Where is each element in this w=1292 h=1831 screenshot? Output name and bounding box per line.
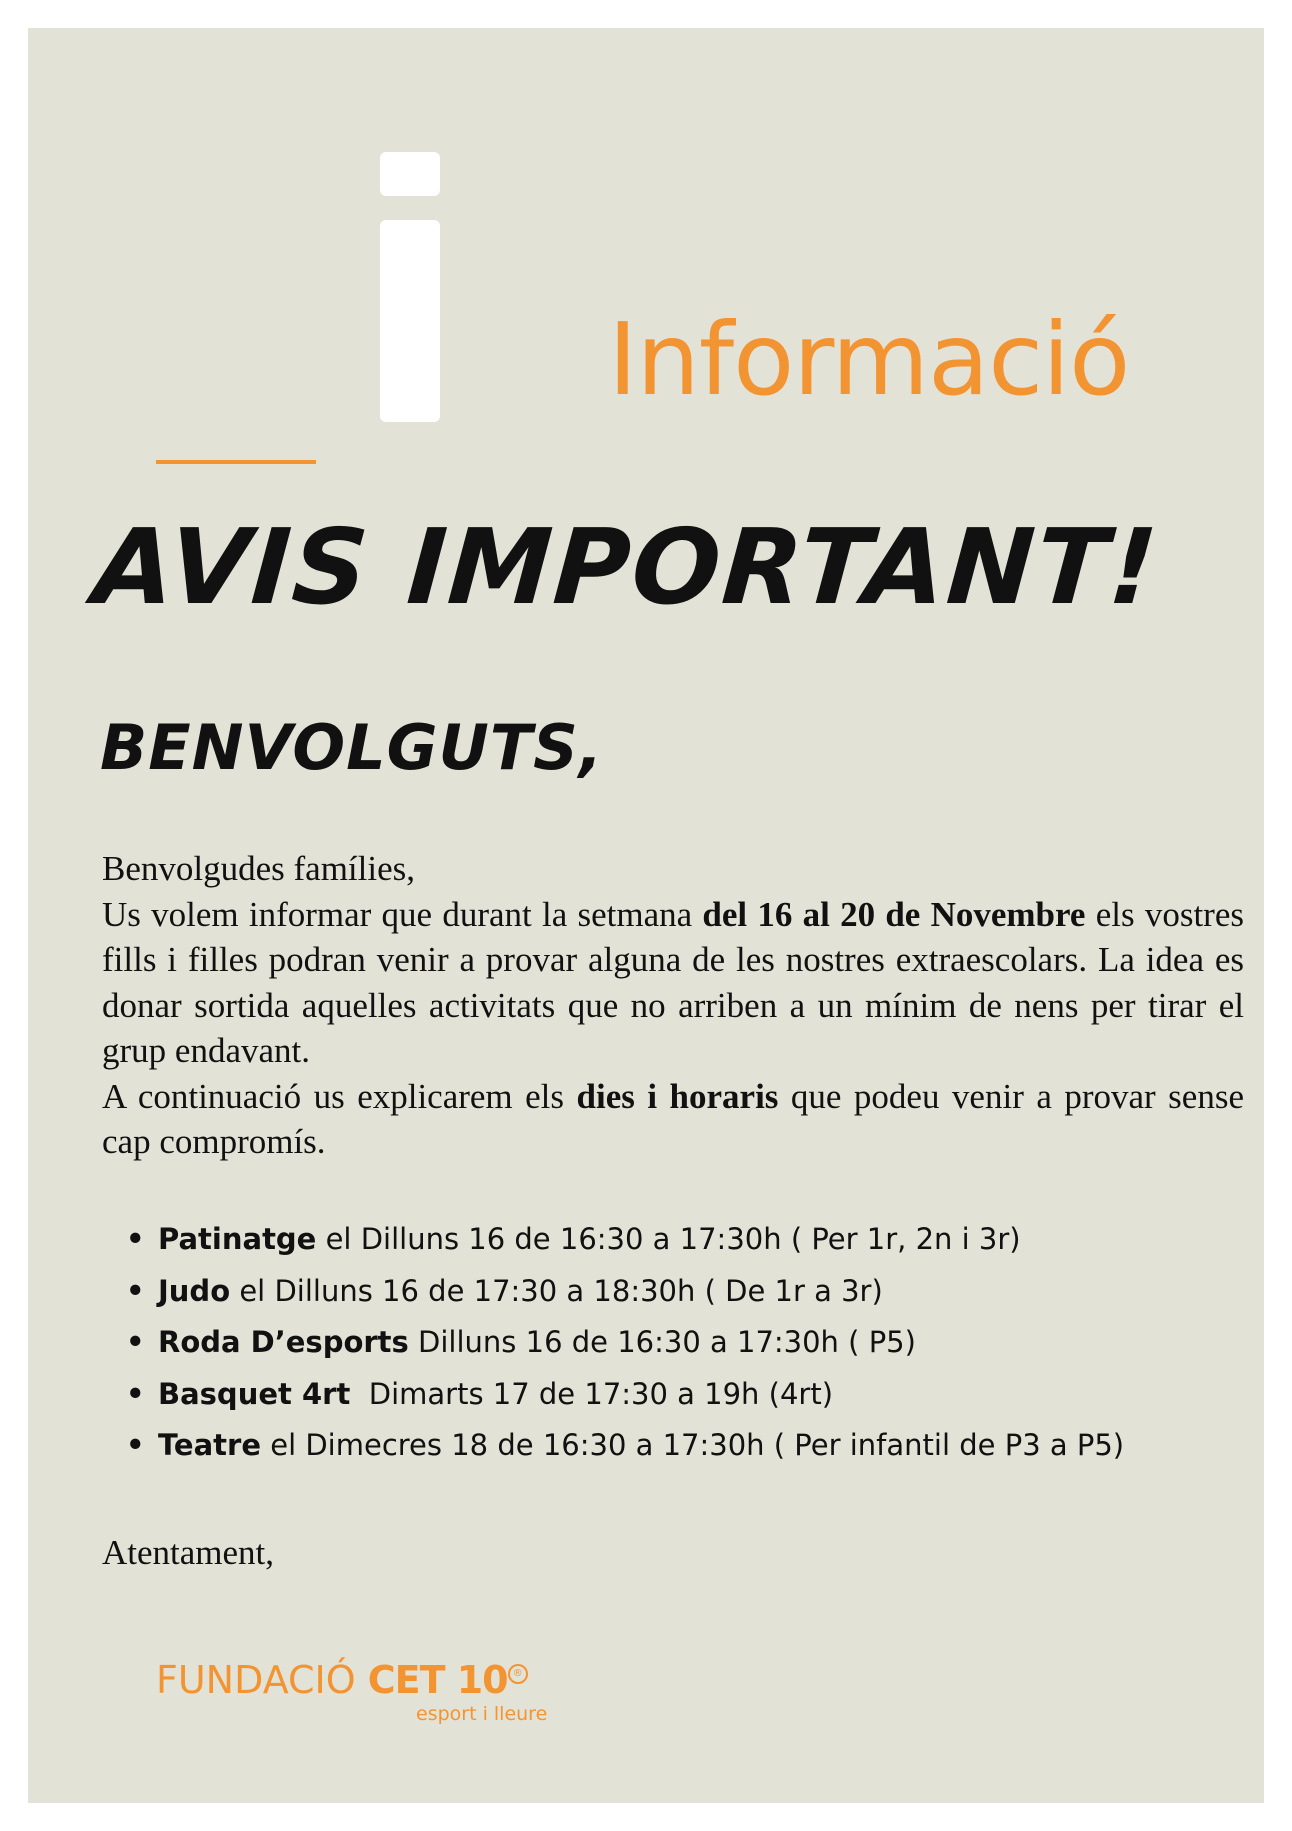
- paragraph-dates-text-2: els vostres fills i filles podran venir a provar alguna de les nostres extraescolars. La idea es donar sortida aquelles activitats que no arriben a un mínim de nens per tirar el grup endavant.: [102, 894, 1244, 1070]
- fundacio-cet10-logo: [156, 1658, 576, 1728]
- activity-detail: Dimarts 17 de 17:30 a 19h (4rt): [350, 1376, 834, 1411]
- list-item: [126, 1317, 1124, 1369]
- activity-name: Judo: [158, 1273, 231, 1308]
- registered-icon: ®: [508, 1664, 528, 1684]
- activity-detail: el Dilluns 16 de 17:30 a 18:30h ( De 1r a 3r): [230, 1273, 883, 1308]
- paragraph-schedule-text: A continuació us explicarem els: [102, 1076, 577, 1116]
- logo-brand: CET 10: [367, 1658, 508, 1702]
- page-title: Informació: [608, 301, 1130, 418]
- bullet-icon: •: [126, 1222, 145, 1256]
- info-icon-stem: [380, 220, 440, 422]
- bullet-icon: •: [126, 1325, 145, 1359]
- bullet-icon: •: [126, 1428, 145, 1462]
- bullet-icon: •: [126, 1376, 145, 1411]
- bullet-icon: •: [126, 1273, 145, 1308]
- activity-name: Roda D’esports: [158, 1325, 409, 1359]
- info-icon-dot: [380, 152, 440, 196]
- logo-tagline: esport i lleure: [416, 1703, 548, 1725]
- paragraph-dates: [102, 892, 1244, 1074]
- activity-name: Basquet 4rt: [158, 1376, 351, 1411]
- info-icon: [380, 152, 440, 422]
- date-range: del 16 al 20 de Novembre: [702, 894, 1086, 934]
- list-item: [126, 1420, 1124, 1472]
- notice-headline: AVIS IMPORTANT!: [89, 506, 1163, 628]
- list-item: [126, 1214, 1124, 1266]
- salutation: Benvolgudes famílies,: [102, 849, 416, 888]
- logo-text: FUNDACIÓ: [156, 1658, 368, 1702]
- paragraph-dates-text: Us volem informar que durant la setmana: [102, 894, 703, 934]
- activity-detail: Dilluns 16 de 16:30 a 17:30h ( P5): [408, 1325, 916, 1359]
- activity-name: Teatre: [158, 1428, 262, 1462]
- letter-body: [102, 846, 1244, 1165]
- schedule-emphasis: dies i horaris: [576, 1076, 779, 1116]
- activity-detail: el Dilluns 16 de 16:30 a 17:30h ( Per 1r, 2n i 3r): [316, 1222, 1021, 1256]
- notice-page: [28, 28, 1264, 1803]
- divider: [156, 460, 316, 464]
- logo-wordmark: [156, 1658, 576, 1702]
- list-item: [126, 1266, 1124, 1318]
- paragraph-schedule: [102, 1074, 1244, 1165]
- closing: Atentament,: [102, 1533, 275, 1572]
- activity-detail: el Dimecres 18 de 16:30 a 17:30h ( Per infantil de P3 a P5): [261, 1428, 1125, 1462]
- activity-list: [126, 1214, 1124, 1472]
- greeting-heading: BENVOLGUTS,: [100, 711, 604, 784]
- list-item: [126, 1369, 1124, 1421]
- activity-name: Patinatge: [158, 1222, 317, 1256]
- paragraph-schedule-text-2: que podeu venir a provar sense cap compromís.: [102, 1076, 1244, 1161]
